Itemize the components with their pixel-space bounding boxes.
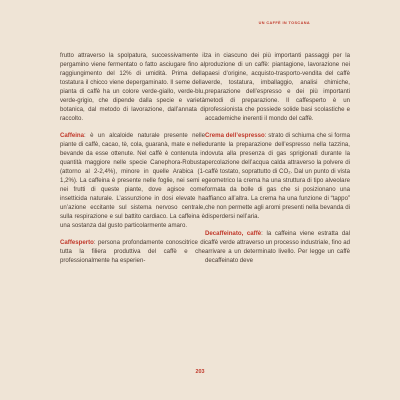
definition-caffesperto: : persona profondamente conoscitrice di tutta la filiera produttiva del caffè e che professionalmente ha esperien- [60, 239, 205, 265]
term-caffeina: Caffeina [60, 132, 85, 140]
paragraph-verde-continuation: frutto attraverso la spolpatura, successivamente il pergamino viene fermentato o fatto asciugare fino al raggiungimento del 12% di umidità. Prima della tostatura il chicco viene depergaminato. Il seme della pianta di caffè ha un colore verde-giallo, verde-blu, verde-grigio, che dipende dalla specie e varietà botanica, dal metodo di lavorazione, dall’annata di raccolto. [60, 52, 205, 122]
definition-caffeina: : è un alcaloide naturale presente nelle piante di caffè, cacao, tè, cola, guaranà, mate e nelle bevande da esse ottenute. Nel caffè è contenuta in quantità maggiore nelle specie Canephora-Robusta (attorno al 2-2,4%), minore in quelle Arabica (1-1,2%). La caffeina è presente nelle foglie, nei semi e nei frutti di queste piante, dove agisce come insetticida naturale. L’assunzione in dosi elevate ha un’azione eccitante sul sistema nervoso centrale, sulla respirazione e sul battito cardiaco. La caffeina è una sostanza dal gusto particolarmente amaro. [60, 132, 205, 230]
entry-caffeina [60, 131, 205, 230]
entry-decaffeinato [205, 229, 350, 265]
left-column [60, 51, 205, 274]
right-column [205, 51, 350, 274]
entry-caffesperto [60, 238, 205, 265]
term-caffesperto: Caffesperto [60, 239, 94, 247]
definition-decaffeinato: : la caffeina viene estratta dal caffè verde attraverso un processo industriale, fino ad arrivare a un determinato livello. Per legge un caffè decaffeinato deve [205, 230, 351, 265]
page-number: 203 [195, 369, 205, 375]
entry-crema [205, 131, 350, 221]
paragraph-caffesperto-continuation: za in ciascuno dei più importanti passaggi per la produzione di un caffè: piantagione, lavorazione nei paesi d’origine, acquisto-trasporto-vendita del caffè verde, tostatura, imballaggio, analisi chimiche, preparazione dell’espresso e dei più importanti metodi di preparazione. Il caffesperto è un professionista che possiede solide basi scolastiche e accademiche inerenti il mondo del caffè. [205, 52, 350, 122]
term-crema: Crema dell’espresso [205, 132, 265, 140]
running-header: UN CAFFÈ IN TOSCANA [258, 21, 310, 25]
definition-crema: : strato di schiuma che si forma durante la preparazione dell’espresso nella tazzina, dovuta alla presenza di gas sprigionati durante la percolazione dell’acqua calda attraverso la polvere di caffè tostato, soprattutto di CO₂. Dal un punto di vista geometrico la crema ha una struttura di tipo alveolare formata da bolle di gas che si posizionano una affianco all’altra. La crema ha una funzione di “tappo” che non permette agli aromi presenti nella bevanda di disperdersi nell’aria. [205, 132, 350, 221]
term-decaffeinato: Decaffeinato, caffè [205, 230, 262, 238]
